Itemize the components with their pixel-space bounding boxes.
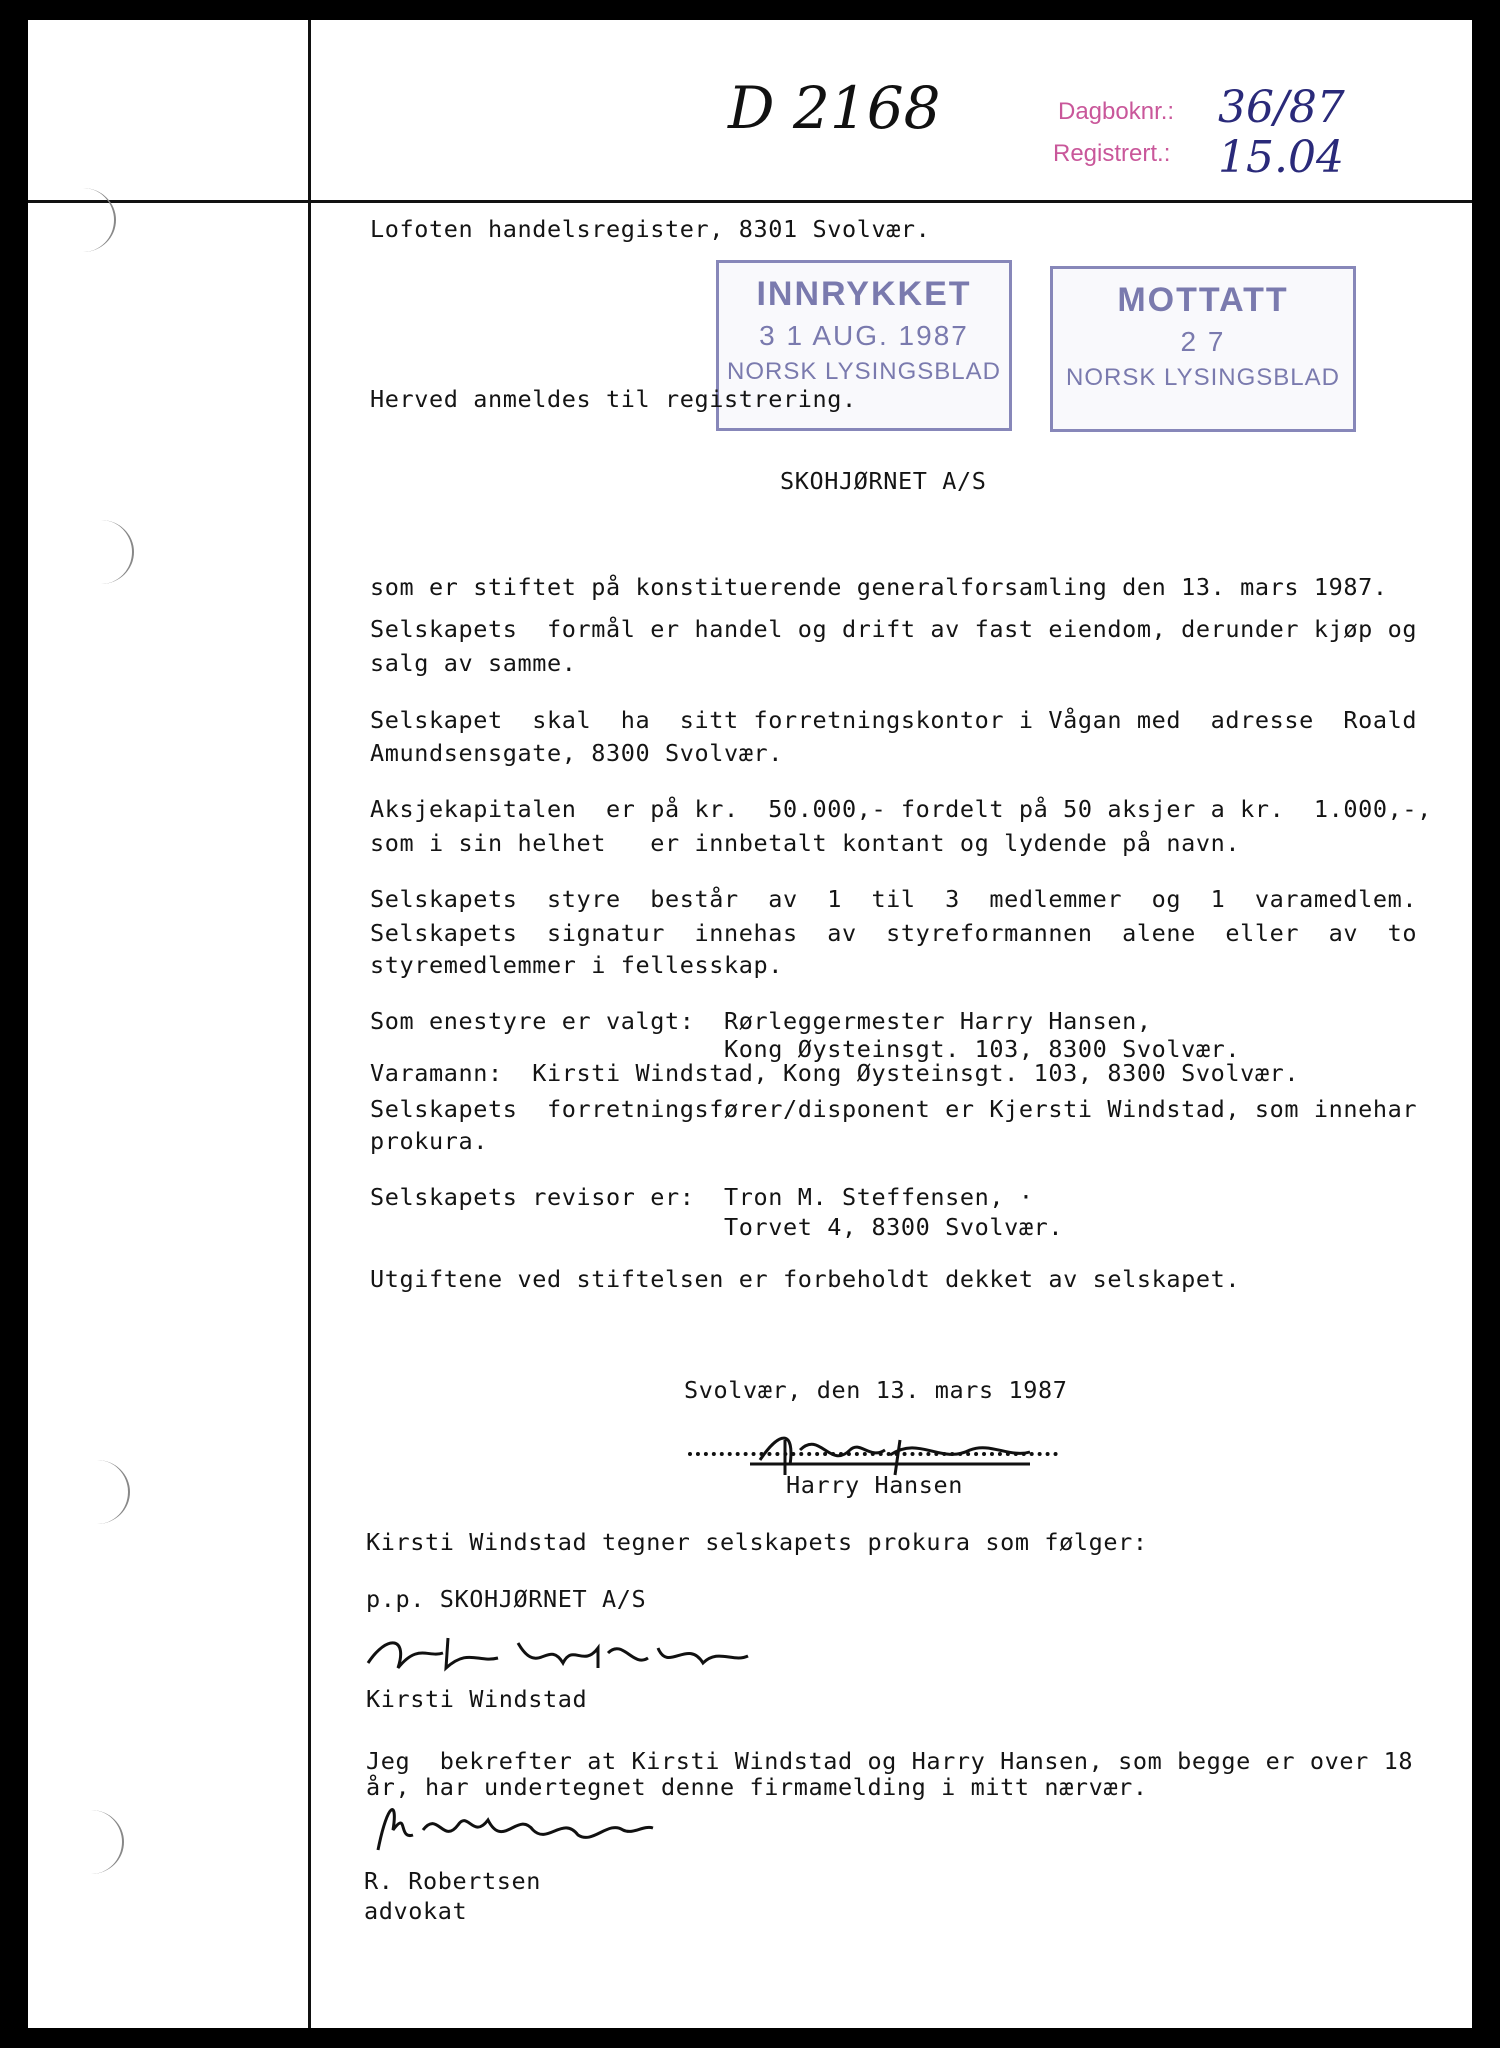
margin-rule-horizontal <box>28 200 1472 203</box>
paragraph-elected-line1: Som enestyre er valgt: Rørleggermester Harry Hansen, <box>370 1007 1152 1035</box>
company-name: SKOHJØRNET A/S <box>780 467 987 495</box>
place-date: Svolvær, den 13. mars 1987 <box>684 1376 1068 1404</box>
paragraph-capital-line1: Aksjekapitalen er på kr. 50.000,- fordelt på 50 aksjer a kr. 1.000,-, <box>370 795 1432 823</box>
paragraph-capital-line2: som i sin helhet er innbetalt kontant og lydende på navn. <box>370 829 1241 857</box>
paragraph-manager-line1: Selskapets forretningsfører/disponent er Kjersti Windstad, som innehar <box>370 1095 1418 1123</box>
paragraph-confirmation-line1: Jeg bekrefter at Kirsti Windstad og Harry Hansen, som begge er over 18 <box>366 1747 1414 1775</box>
innrykket-footer: NORSK LYSINGSBLAD <box>727 358 1001 385</box>
addressee: Lofoten handelsregister, 8301 Svolvær. <box>370 215 931 243</box>
signature-kirsti-windstad <box>358 1618 758 1688</box>
paragraph-founded: som er stiftet på konstituerende generalforsamling den 13. mars 1987. <box>370 573 1388 601</box>
innrykket-date: 3 1 AUG. 1987 <box>759 320 969 351</box>
paragraph-office-line2: Amundsensgate, 8300 Svolvær. <box>370 739 783 767</box>
signature-line <box>688 1452 1058 1456</box>
mottatt-footer: NORSK LYSINGSBLAD <box>1066 364 1340 391</box>
signatory-harry-hansen: Harry Hansen <box>786 1471 963 1499</box>
document-page <box>28 20 1472 2028</box>
punch-hole <box>64 1460 130 1524</box>
mottatt-title: MOTTATT <box>1117 281 1289 319</box>
pp-company-line: p.p. SKOHJØRNET A/S <box>366 1585 647 1613</box>
paragraph-board-line2: Selskapets signatur innehas av styreformannen alene eller av to <box>370 919 1418 947</box>
paragraph-costs: Utgiftene ved stiftelsen er forbeholdt dekket av selskapet. <box>370 1265 1241 1293</box>
paragraph-purpose-line2: salg av samme. <box>370 649 577 677</box>
registrert-value: 15.04 <box>1218 132 1344 183</box>
signatory-title: advokat <box>364 1897 468 1925</box>
registrert-label: Registrert.: <box>1053 140 1171 167</box>
mottatt-stamp <box>1050 266 1356 432</box>
paragraph-procuration: Kirsti Windstad tegner selskapets prokura som følger: <box>366 1528 1148 1556</box>
paragraph-auditor-line2: Torvet 4, 8300 Svolvær. <box>370 1213 1064 1241</box>
paragraph-deputy: Varamann: Kirsti Windstad, Kong Øysteinsgt. 103, 8300 Svolvær. <box>370 1059 1300 1087</box>
punch-hole <box>68 520 134 584</box>
paragraph-board-line1: Selskapets styre består av 1 til 3 medlemmer og 1 varamedlem. <box>370 885 1418 913</box>
signature-r-robertsen <box>368 1790 668 1870</box>
paragraph-elected-line2: Kong Øysteinsgt. 103, 8300 Svolvær. <box>370 1035 1241 1063</box>
paragraph-auditor-line1: Selskapets revisor er: Tron M. Steffensen, · <box>370 1183 1034 1211</box>
punch-hole <box>58 1810 124 1874</box>
innrykket-title: INNRYKKET <box>756 275 972 313</box>
signatory-kirsti-windstad: Kirsti Windstad <box>366 1685 588 1713</box>
archive-mark: D 2168 <box>728 74 941 142</box>
paragraph-purpose-line1: Selskapets formål er handel og drift av fast eiendom, derunder kjøp og <box>370 615 1418 643</box>
paragraph-manager-line2: prokura. <box>370 1127 488 1155</box>
intro-line: Herved anmeldes til registrering. <box>370 385 857 413</box>
paragraph-confirmation-line2: år, har undertegnet denne firmamelding i mitt nærvær. <box>366 1773 1148 1801</box>
margin-rule-vertical <box>308 20 311 2028</box>
dagboknr-value: 36/87 <box>1218 82 1345 133</box>
signatory-r-robertsen: R. Robertsen <box>364 1867 541 1895</box>
paragraph-office-line1: Selskapet skal ha sitt forretningskontor i Vågan med adresse Roald <box>370 706 1418 734</box>
dagboknr-label: Dagboknr.: <box>1058 98 1175 125</box>
punch-hole <box>50 188 116 252</box>
paragraph-board-line3: styremedlemmer i fellesskap. <box>370 951 783 979</box>
mottatt-date: 2 7 <box>1180 326 1226 357</box>
